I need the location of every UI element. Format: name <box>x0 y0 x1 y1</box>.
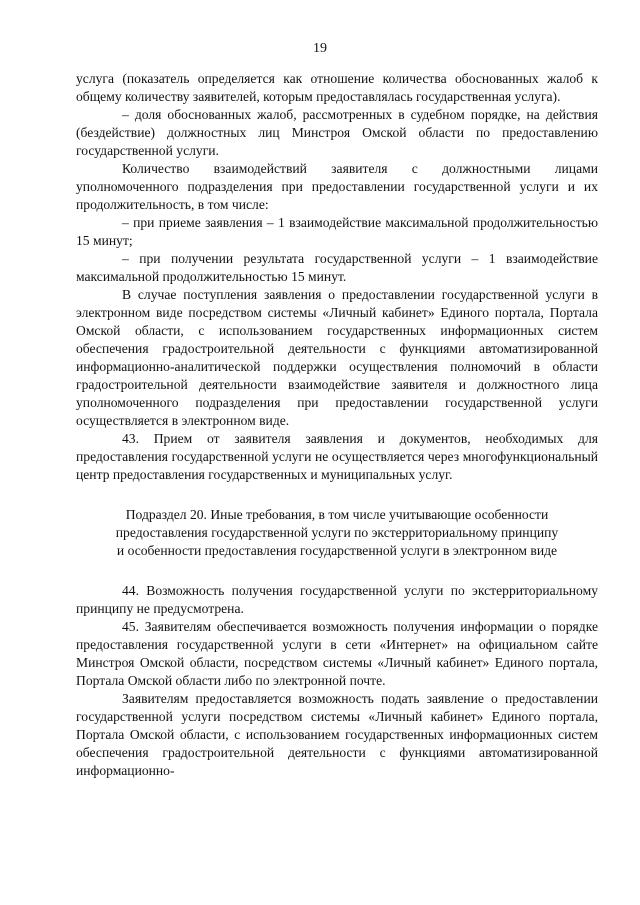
subsection-line: Подраздел 20. Иные требования, в том числе учитывающие особенности <box>125 507 549 522</box>
subsection-heading <box>76 506 598 560</box>
paragraph: В случае поступления заявления о предоставлении государственной услуги в электронном виде посредством системы «Личный кабинет» Единого портала, Портала Омской области, с использованием государственных информационных систем обеспечения градостроительной деятельности с функциями автоматизированной информационно-аналитической поддержки осуществления полномочий в области градостроительной деятельности взаимодействие заявителя и должностного лица уполномоченного подразделения при предоставлении государственной услуги осуществляется в электронном виде. <box>76 287 598 428</box>
paragraphs-after <box>76 582 598 780</box>
subsection-line: предоставления государственной услуги по экстерриториальному принципу <box>115 525 559 540</box>
subsection-line: и особенности предоставления государственной услуги в электронном виде <box>116 543 558 558</box>
paragraphs-before <box>76 70 598 484</box>
page-content <box>76 70 598 780</box>
paragraph: – при приеме заявления – 1 взаимодействие максимальной продолжительностью 15 минут; <box>76 215 598 248</box>
paragraph: 44. Возможность получения государственной услуги по экстерриториальному принципу не предусмотрена. <box>76 583 598 616</box>
paragraph: – при получении результата государственной услуги – 1 взаимодействие максимальной продолжительностью 15 минут. <box>76 251 598 284</box>
paragraph: услуга (показатель определяется как отношение количества обоснованных жалоб к общему количеству заявителей, которым предоставлялась государственная услуга). <box>76 71 598 104</box>
paragraph: Заявителям предоставляется возможность подать заявление о предоставлении государственной услуги посредством системы «Личный кабинет» Единого портала, Портала Омской области, с использованием государственных информационных систем обеспечения градостроительной деятельности с функциями автоматизированной информационно- <box>76 691 598 778</box>
paragraph: 43. Прием от заявителя заявления и документов, необходимых для предоставления государственной услуги не осуществляется через многофункциональный центр предоставления государственных и муниципальных услуг. <box>76 431 598 482</box>
paragraph: Количество взаимодействий заявителя с должностными лицами уполномоченного подразделения при предоставлении государственной услуги и их продолжительность, в том числе: <box>76 161 598 212</box>
paragraph: – доля обоснованных жалоб, рассмотренных в судебном порядке, на действия (бездействие) должностных лиц Минстроя Омской области по предоставлению государственной услуги. <box>76 107 598 158</box>
page-number: 19 <box>313 41 327 56</box>
paragraph: 45. Заявителям обеспечивается возможность получения информации о порядке предоставления государственной услуги в сети «Интернет» на официальном сайте Минстроя Омской области, посредством системы «Личный кабинет» Единого портала, Портала Омской области либо по электронной почте. <box>76 619 598 688</box>
